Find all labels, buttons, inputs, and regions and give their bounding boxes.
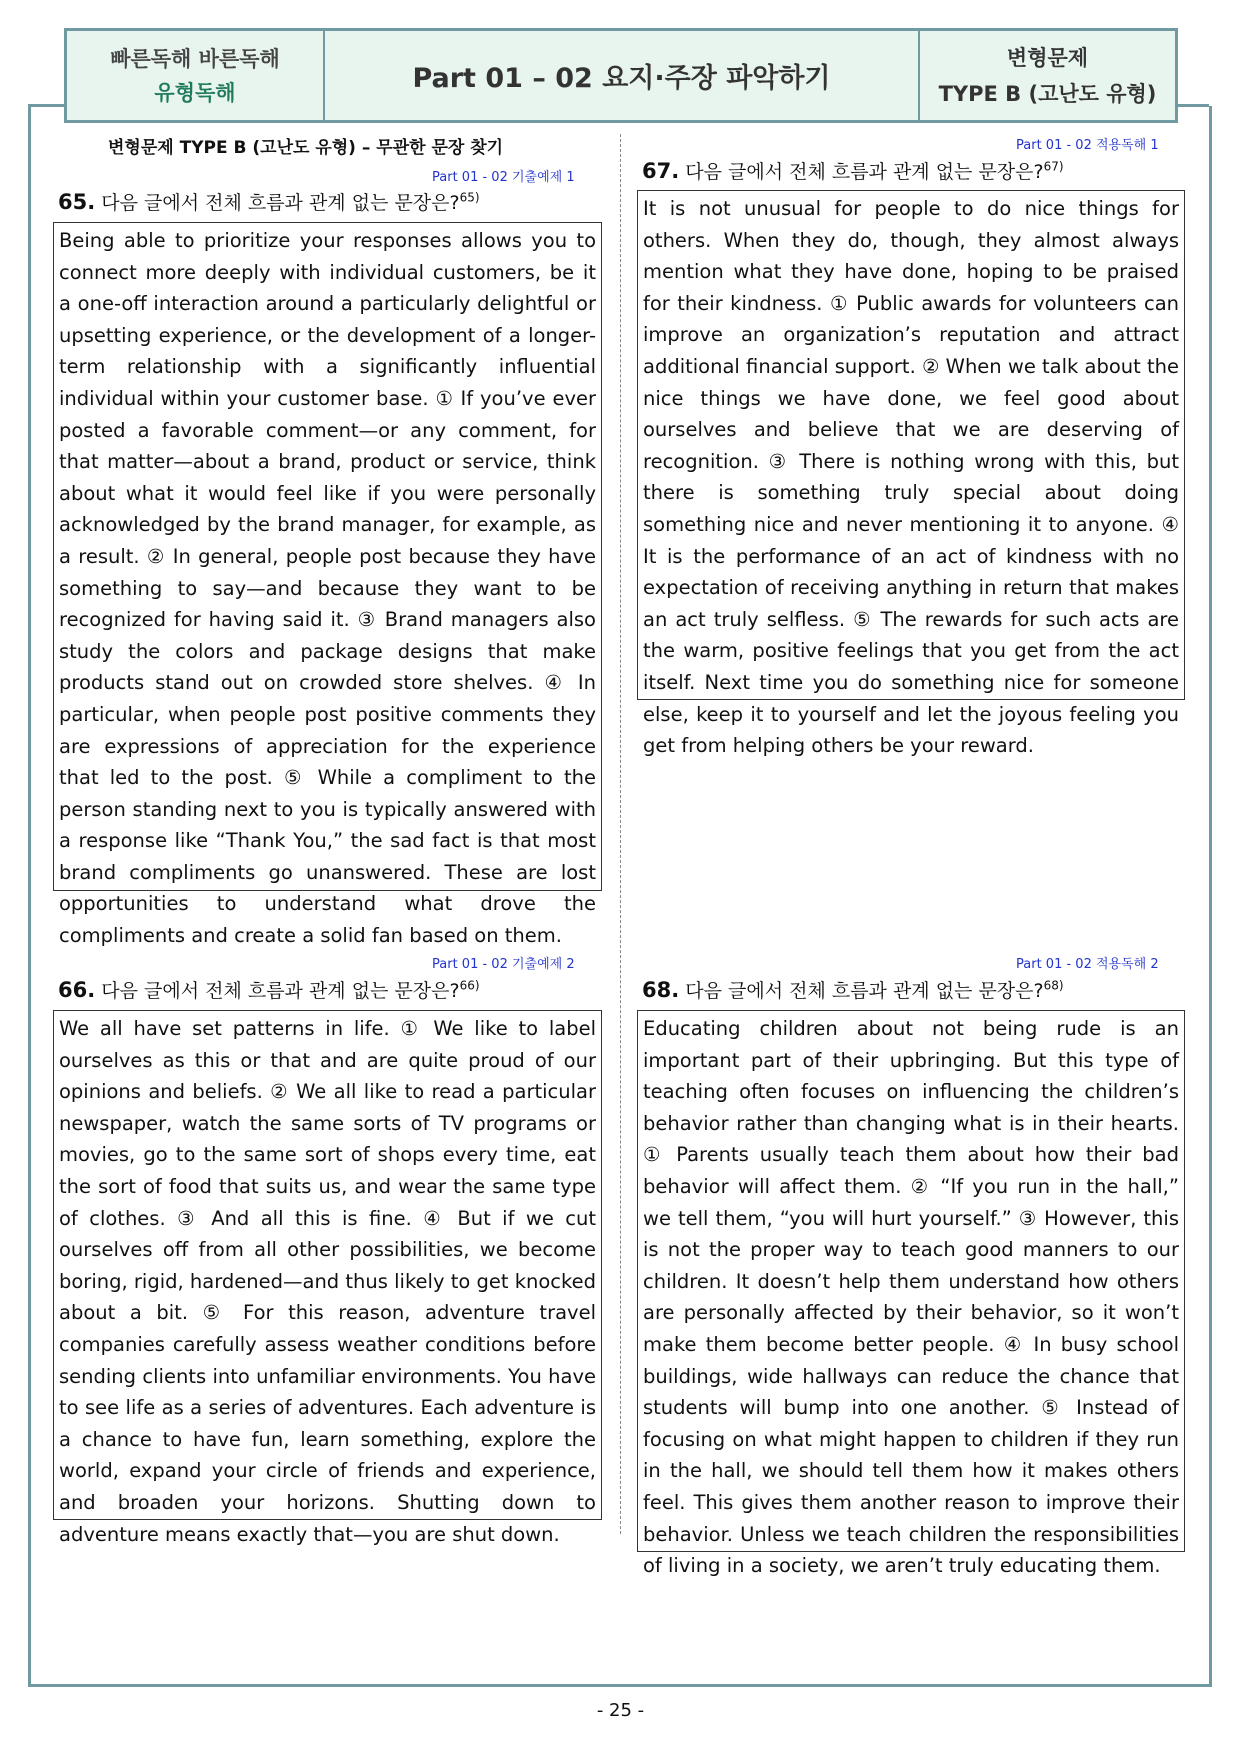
question-prompt — [58, 188, 480, 215]
section-title: 변형문제 TYPE B (고난도 유형) – 무관한 문장 찾기 — [108, 138, 504, 158]
footnote-marker: 65) — [459, 190, 480, 205]
passage-box: It is not unusual for people to do nice things for others. When they do, though, they almost always mention what they have done, hoping to be praised for their kindness. ① Public awards for volunteers can improve an organization’s reputation and attract additional financial support. ② When we talk about the nice things we have done, we feel good about ourselves and believe that we are deserving of recognition. ③ There is nothing wrong with this, but there is something truly special about doing something nice and never mentioning it to anyone. ④ It is the performance of an act of kindness with no expectation of receiving anything in return that makes an act truly selfless. ⑤ The rewards for such acts are the warm, positive feelings that you get from the act itself. Next time you do something nice for someone else, keep it to yourself and let the joyous feeling you get from helping others be your reward. — [637, 190, 1185, 700]
question-text: 다음 글에서 전체 흐름과 관계 없는 문장은? — [101, 980, 460, 1002]
header-series: 빠른독해 바른독해 — [110, 46, 280, 71]
header-unit — [325, 31, 920, 120]
page-number: - 25 - — [596, 1700, 645, 1721]
frame-top-left — [28, 104, 66, 107]
footnote-marker: 68) — [1043, 978, 1064, 993]
question-prompt — [642, 976, 1064, 1003]
question-text: 다음 글에서 전체 흐름과 관계 없는 문장은? — [685, 161, 1044, 183]
question-source: Part 01 - 02 기출예제 1 — [432, 170, 575, 185]
question-number: 68. — [642, 978, 680, 1002]
page-title: Part 01 – 02 요지·주장 파악하기 — [412, 63, 831, 94]
page-header — [64, 28, 1178, 123]
question-source: Part 01 - 02 기출예제 2 — [432, 957, 575, 972]
question-prompt — [642, 157, 1064, 184]
footnote-marker: 66) — [459, 978, 480, 993]
header-subseries: 유형독해 — [154, 80, 236, 105]
passage-box: Being able to prioritize your responses allows you to connect more deeply with individual customers, be it a one-off interaction around a particularly delightful or upsetting experience, or the development of a longer-term relationship with a significantly influential individual within your customer base. ① If you’ve ever posted a favorable comment—or any comment, for that matter—about a brand, product or service, think about what it would feel like if you were personally acknowledged by the brand manager, for example, as a result. ② In general, people post because they have something to say—and because they want to be recognized for having said it. ③ Brand managers also study the colors and package designs that make products stand out on crowded store shelves. ④ In particular, when people post positive comments they are expressions of appreciation for the experience that led to the post. ⑤ While a compliment to the person standing next to you is typically answered with a response like “Thank You,” the sad fact is that most brand compliments go unanswered. These are lost opportunities to understand what drove the compliments and create a solid fan based on them. — [53, 222, 602, 891]
question-text: 다음 글에서 전체 흐름과 관계 없는 문장은? — [101, 192, 460, 214]
frame-top-right — [1176, 104, 1209, 107]
question-number: 67. — [642, 159, 680, 183]
passage-box: Educating children about not being rude is an important part of their upbringing. But this type of teaching often focuses on influencing the children’s behavior rather than changing what is in their hearts. ① Parents usually teach them about how their bad behavior will affect them. ② “If you run in the hall,” we tell them, “you will hurt yourself.” ③ However, this is not the proper way to teach good manners to our children. It doesn’t help them understand how others are personally affected by their behavior, so it won’t make them become better people. ④ In busy school buildings, wide hallways can reduce the chance that students will bump into one another. ⑤ Instead of focusing on what might happen to children if they run in the hall, we should tell them how it makes others feel. This gives them another reason to improve their behavior. Unless we teach children the responsibilities of living in a society, we aren’t truly educating them. — [637, 1010, 1185, 1552]
column-divider — [620, 134, 621, 1534]
header-type-name: TYPE B (고난도 유형) — [938, 81, 1157, 106]
question-prompt — [58, 976, 480, 1003]
header-book-title — [67, 31, 325, 120]
question-number: 65. — [58, 190, 96, 214]
footnote-marker: 67) — [1043, 159, 1064, 174]
header-type — [920, 31, 1175, 120]
header-type-label: 변형문제 — [1006, 45, 1089, 70]
passage-box: We all have set patterns in life. ① We like to label ourselves as this or that and are quite proud of our opinions and beliefs. ② We all like to read a particular newspaper, watch the same sorts of TV programs or movies, go to the same sort of shops every time, eat the sort of food that suits us, and wear the same type of clothes. ③ And all this is fine. ④ But if we cut ourselves off from all other possibilities, we become boring, rigid, hardened—and thus likely to get knocked about a bit. ⑤ For this reason, adventure travel companies carefully assess weather conditions before sending clients into unfamiliar environments. You have to see life as a series of adventures. Each adventure is a chance to have fun, learn something, explore the world, expand your circle of friends and experience, and broaden your horizons. Shutting down to adventure means exactly that—you are shut down. — [53, 1010, 602, 1520]
question-number: 66. — [58, 978, 96, 1002]
question-source: Part 01 - 02 적용독해 2 — [1016, 957, 1159, 972]
question-text: 다음 글에서 전체 흐름과 관계 없는 문장은? — [685, 980, 1044, 1002]
question-source: Part 01 - 02 적용독해 1 — [1016, 138, 1159, 153]
